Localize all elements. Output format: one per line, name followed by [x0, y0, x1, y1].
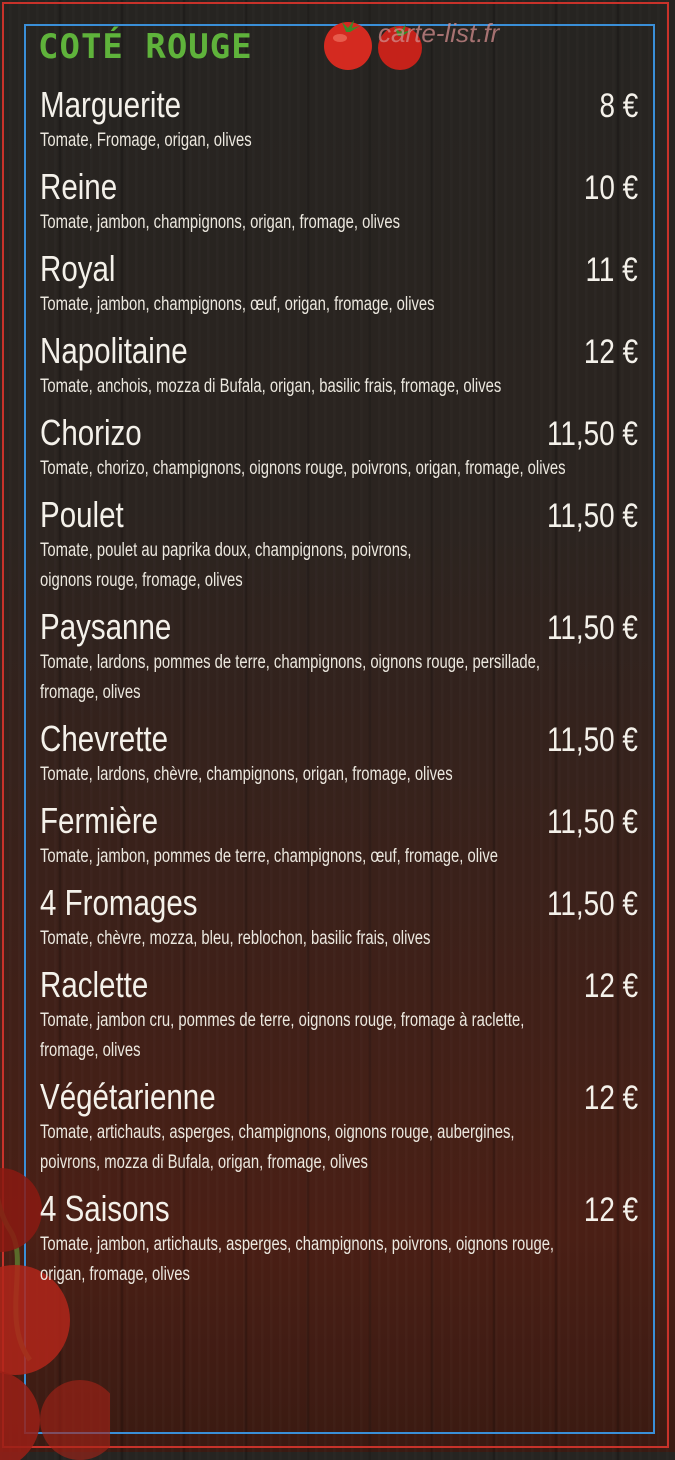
menu-item-header — [40, 882, 638, 928]
menu-item — [40, 166, 638, 238]
pizza-name: Paysanne — [40, 606, 172, 647]
menu-item — [40, 718, 638, 790]
menu-item — [40, 494, 638, 596]
pizza-ingredients: Tomate, jambon cru, pommes de terre, oignons rouge, fromage à raclette, — [40, 1010, 525, 1031]
menu-item — [40, 248, 638, 320]
pizza-menu-list — [40, 84, 638, 1300]
pizza-price: 12 € — [583, 967, 638, 1005]
menu-item-header — [40, 800, 638, 846]
pizza-price: 8 € — [599, 87, 638, 125]
pizza-ingredients-continued: fromage, olives — [40, 1040, 141, 1061]
pizza-ingredients: Tomate, Fromage, origan, olives — [40, 130, 252, 151]
pizza-ingredients: Tomate, chèvre, mozza, bleu, reblochon, basilic frais, olives — [40, 928, 431, 949]
menu-item-header — [40, 330, 638, 376]
pizza-name: Poulet — [40, 494, 124, 535]
section-title: COTÉ ROUGE — [38, 27, 253, 67]
pizza-price: 12 € — [583, 333, 638, 371]
pizza-ingredients-continued: oignons rouge, fromage, olives — [40, 570, 243, 591]
pizza-price: 12 € — [583, 1191, 638, 1229]
pizza-name: Marguerite — [40, 84, 182, 125]
pizza-ingredients-continued: origan, fromage, olives — [40, 1264, 190, 1285]
pizza-name: Chevrette — [40, 718, 168, 759]
pizza-name: Napolitaine — [40, 330, 188, 371]
pizza-price: 11,50 € — [547, 803, 638, 841]
pizza-price: 11,50 € — [547, 497, 638, 535]
menu-item-header — [40, 248, 638, 294]
pizza-ingredients: Tomate, jambon, champignons, œuf, origan, fromage, olives — [40, 294, 435, 315]
pizza-price: 12 € — [583, 1079, 638, 1117]
menu-item — [40, 800, 638, 872]
menu-item-header — [40, 1188, 638, 1234]
watermark-text: carte-list.fr — [378, 18, 500, 48]
menu-item — [40, 606, 638, 708]
pizza-name: 4 Fromages — [40, 882, 198, 923]
menu-item-header — [40, 1076, 638, 1122]
pizza-name: Royal — [40, 248, 116, 289]
pizza-ingredients-continued: fromage, olives — [40, 682, 141, 703]
menu-item — [40, 412, 638, 484]
menu-item-header — [40, 166, 638, 212]
menu-item-header — [40, 494, 638, 540]
pizza-name: Reine — [40, 166, 118, 207]
menu-item — [40, 330, 638, 402]
pizza-ingredients: Tomate, jambon, pommes de terre, champignons, œuf, fromage, olive — [40, 846, 498, 867]
pizza-ingredients: Tomate, jambon, champignons, origan, fromage, olives — [40, 212, 400, 233]
pizza-price: 11,50 € — [547, 721, 638, 759]
pizza-name: Végétarienne — [40, 1076, 216, 1117]
pizza-name: Raclette — [40, 964, 149, 1005]
menu-item-header — [40, 606, 638, 652]
pizza-price: 11,50 € — [547, 885, 638, 923]
pizza-ingredients: Tomate, poulet au paprika doux, champignons, poivrons, — [40, 540, 412, 561]
pizza-ingredients-continued: poivrons, mozza di Bufala, origan, fromage, olives — [40, 1152, 368, 1173]
pizza-ingredients: Tomate, lardons, chèvre, champignons, origan, fromage, olives — [40, 764, 453, 785]
pizza-ingredients: Tomate, jambon, artichauts, asperges, champignons, poivrons, oignons rouge, — [40, 1234, 555, 1255]
menu-item-header — [40, 718, 638, 764]
menu-item — [40, 882, 638, 954]
menu-item — [40, 84, 638, 156]
pizza-price: 11,50 € — [547, 415, 638, 453]
menu-item — [40, 964, 638, 1066]
menu-item-header — [40, 964, 638, 1010]
menu-item-header — [40, 84, 638, 130]
pizza-ingredients: Tomate, chorizo, champignons, oignons rouge, poivrons, origan, fromage, olives — [40, 458, 566, 479]
menu-item — [40, 1188, 638, 1290]
pizza-name: 4 Saisons — [40, 1188, 170, 1229]
pizza-name: Chorizo — [40, 412, 142, 453]
pizza-ingredients: Tomate, lardons, pommes de terre, champignons, oignons rouge, persillade, — [40, 652, 541, 673]
pizza-price: 10 € — [583, 169, 638, 207]
menu-item — [40, 1076, 638, 1178]
menu-header — [38, 22, 253, 72]
pizza-price: 11,50 € — [547, 609, 638, 647]
pizza-ingredients: Tomate, artichauts, asperges, champignons, oignons rouge, aubergines, — [40, 1122, 515, 1143]
pizza-name: Fermière — [40, 800, 159, 841]
menu-item-header — [40, 412, 638, 458]
pizza-price: 11 € — [585, 251, 638, 289]
pizza-ingredients: Tomate, anchois, mozza di Bufala, origan, basilic frais, fromage, olives — [40, 376, 502, 397]
